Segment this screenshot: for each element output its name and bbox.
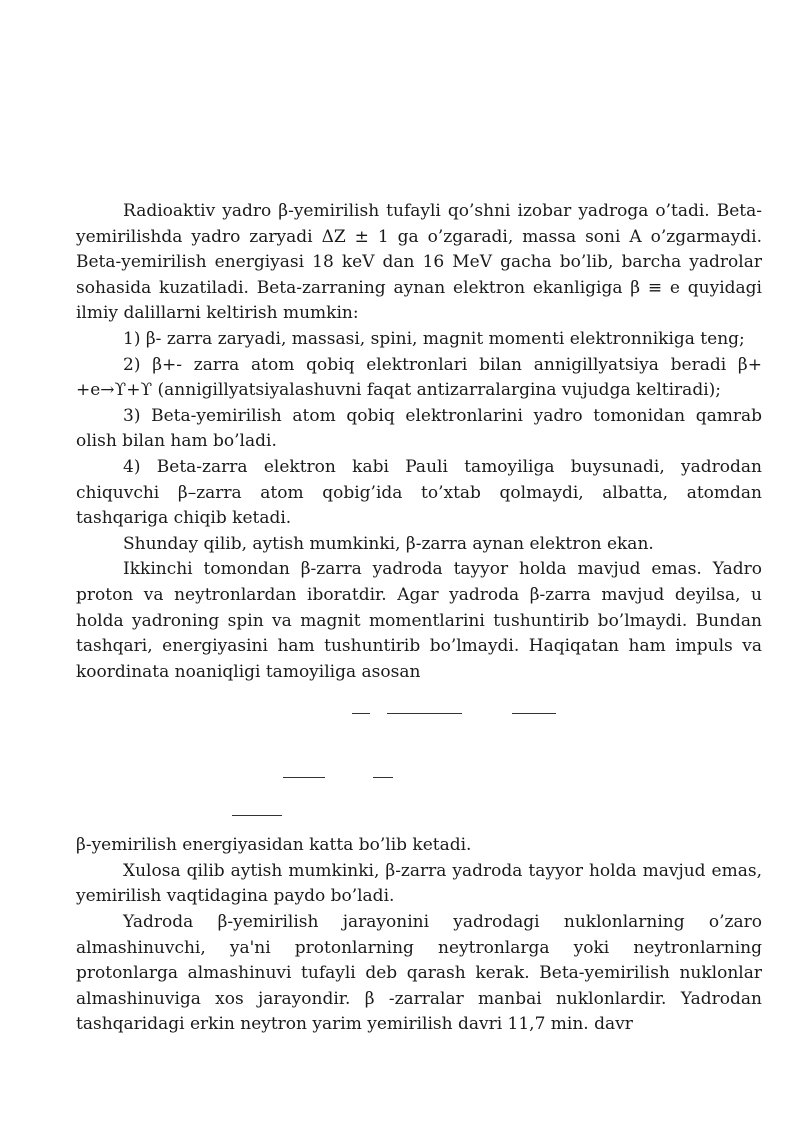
list-item-4: 4) Beta-zarra elektron kabi Pauli tamoyiliga buysunadi, yadrodan chiquvchi β–zarra atom qobig’ida to’xtab qolmaydi, albatta, atomdan tashqariga chiqib ketadi.	[76, 456, 762, 529]
list-item-3: 3) Beta-yemirilish atom qobiq elektronlarini yadro tomonidan qamrab olish bilan ham bo’ladi.	[76, 405, 762, 452]
paragraph-nucleon-exchange: Yadroda β-yemirilish jarayonini yadrodagi nuklonlarning o’zaro almashinuvchi, ya'ni protonlarning neytronlarga yoki neytronlarning protonlarga almashinuvi tufayli deb qarash kerak. Beta-yemirilish nuklonlar almashinuviga xos jarayondir. β -zarralar manbai nuklonlardir. Yadrodan tashqaridagi erkin neytron yarim yemirilish davri 11,7 min. davr	[76, 912, 762, 1035]
document-body	[76, 199, 762, 1038]
fraction-bar	[512, 713, 556, 714]
formula-area	[76, 685, 762, 833]
fraction-bar	[232, 815, 282, 816]
fraction-bar	[352, 713, 370, 714]
paragraph-conclusion-1: Shunday qilib, aytish mumkinki, β-zarra aynan elektron ekan.	[123, 533, 654, 554]
paragraph-second-side: Ikkinchi tomondan β-zarra yadroda tayyor holda mavjud emas. Yadro proton va neytronlardan iboratdir. Agar yadroda β-zarra mavjud deyilsa, u holda yadroning spin va magnit momentlarini tushuntirib bo’lmaydi. Bundan tashqari, energiyasini ham tushuntirib bo’lmaydi. Haqiqatan ham impuls va koordinata noaniqligi tamoyiliga asosan	[76, 559, 762, 682]
paragraph-intro: Radioaktiv yadro β-yemirilish tufayli qo’shni izobar yadroga o’tadi. Beta-yemirilishda yadro zaryadi ΔZ ± 1 ga o’zgaradi, massa soni A o’zgarmaydi. Beta-yemirilish energiyasi 18 keV dan 16 MeV gacha bo’lib, barcha yadrolar sohasida kuzatiladi. Beta-zarraning aynan elektron ekanligiga β ≡ e quyidagi ilmiy dalillarni keltirish mumkin:	[76, 201, 762, 324]
fraction-bar	[283, 777, 325, 778]
paragraph-energy: β-yemirilish energiyasidan katta bo’lib ketadi.	[76, 835, 472, 856]
list-item-1: 1) β- zarra zaryadi, massasi, spini, magnit momenti elektronnikiga teng;	[123, 328, 745, 349]
paragraph-conclusion-2: Xulosa qilib aytish mumkinki, β-zarra yadroda tayyor holda mavjud emas, yemirilish vaqtidagina paydo bo’ladi.	[76, 860, 762, 907]
fraction-bar	[387, 713, 462, 714]
list-item-2: 2) β+- zarra atom qobiq elektronlari bilan annigillyatsiya beradi β+ +e→ϒ+ϒ (annigillyatsiyalashuvni faqat antizarralargina vujudga keltiradi);	[76, 354, 762, 401]
fraction-bar	[373, 777, 393, 778]
